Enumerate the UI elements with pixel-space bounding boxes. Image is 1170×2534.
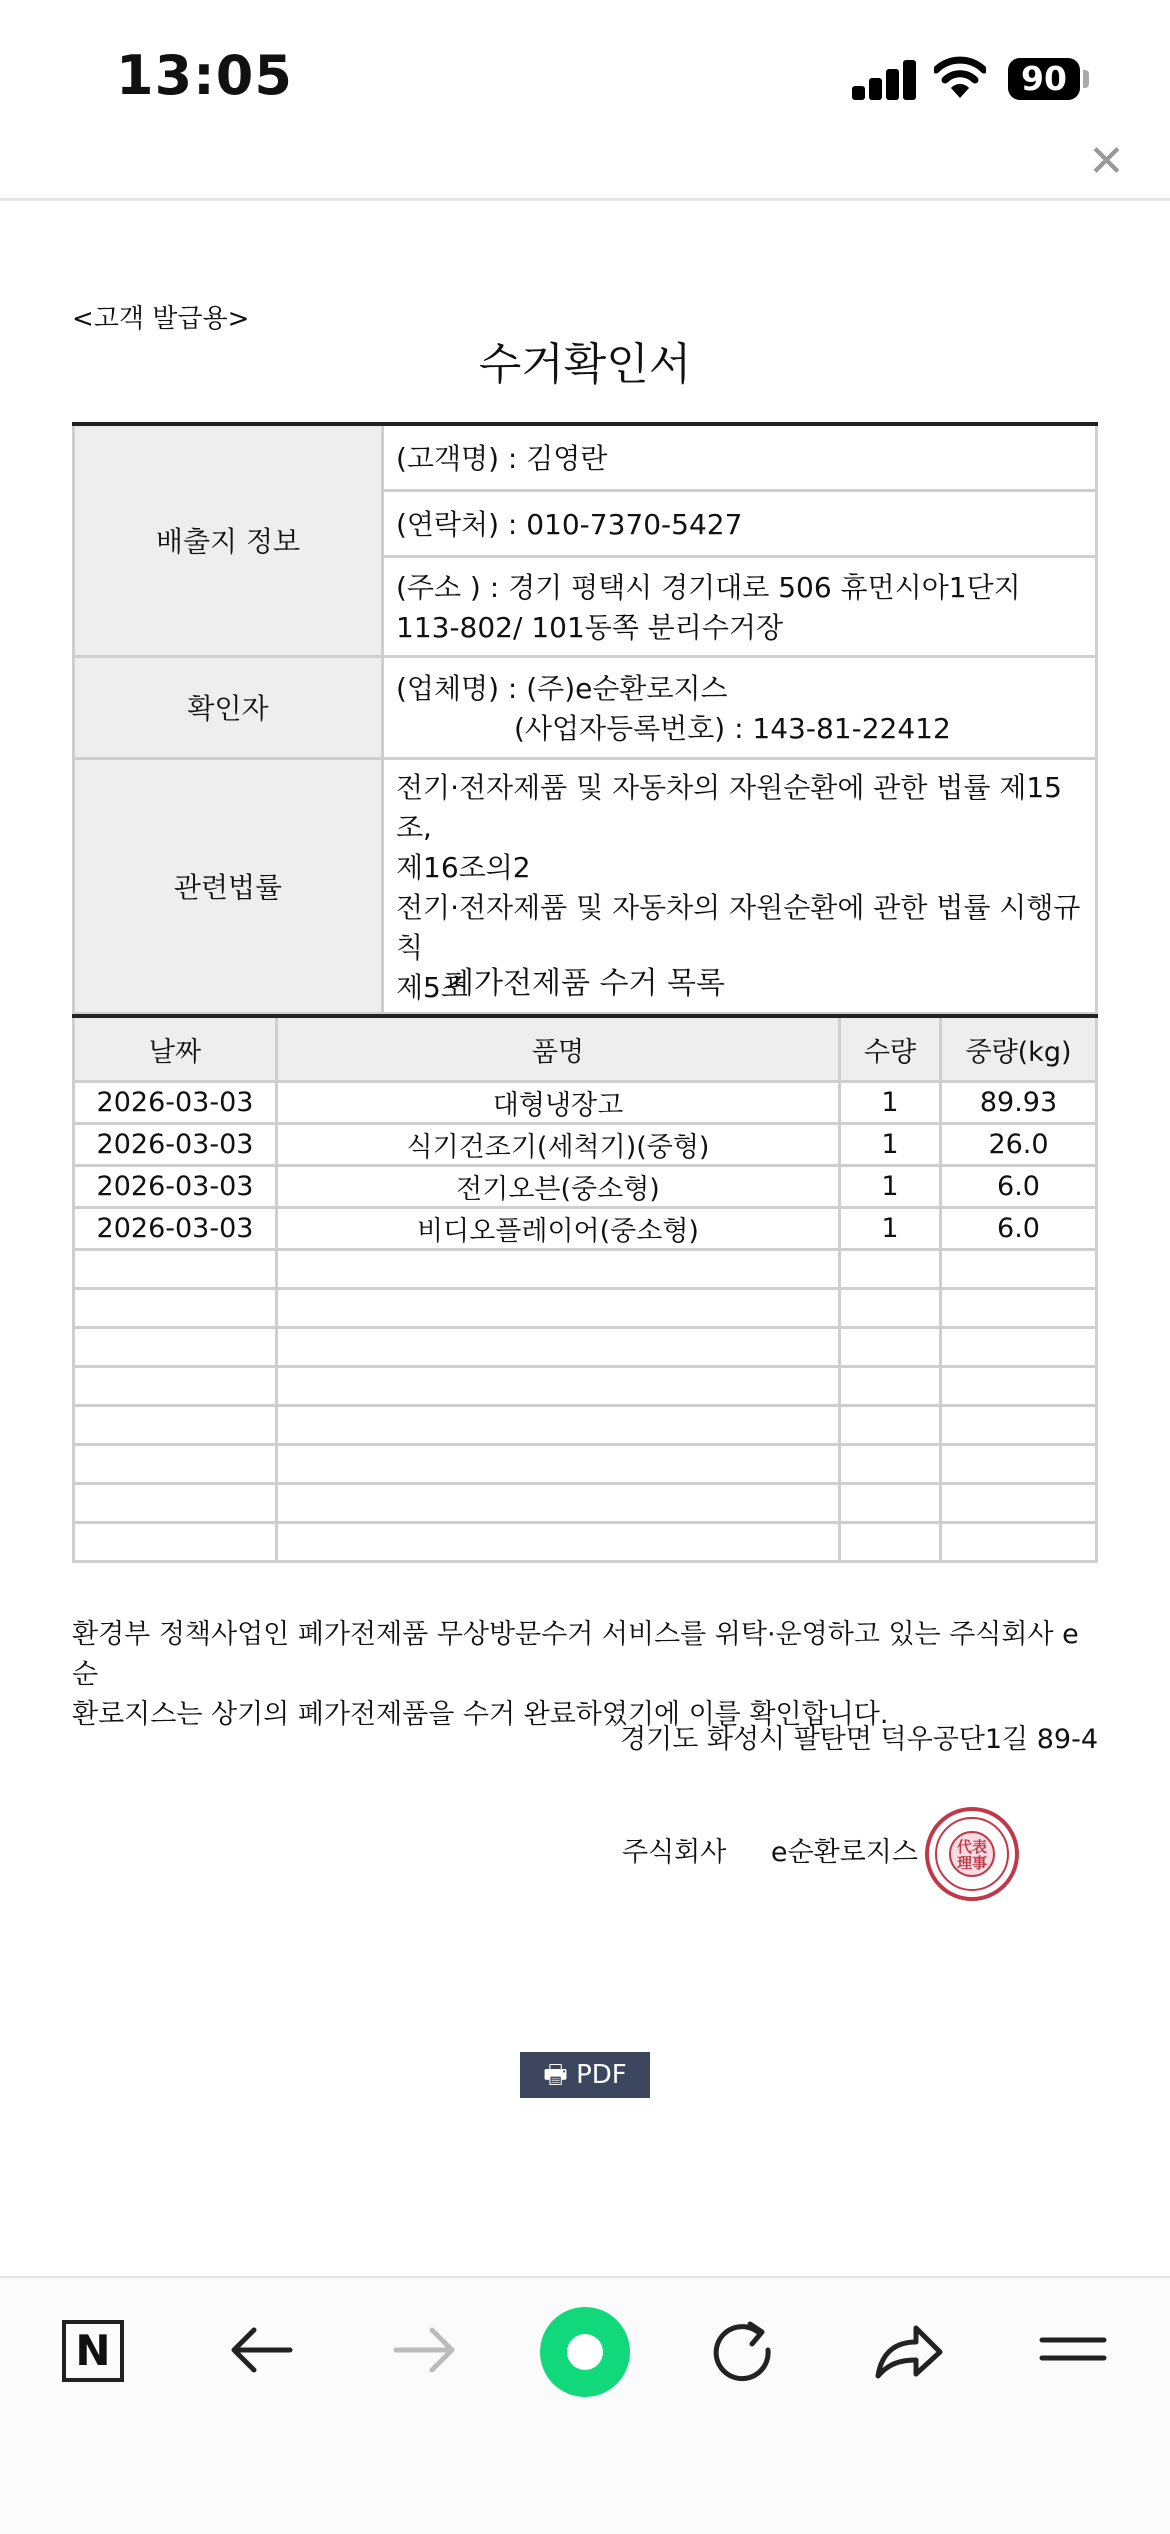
cell-weight: 6.0	[941, 1166, 1097, 1208]
company-seal-icon	[924, 1806, 1020, 1902]
statement-line-1: 환경부 정책사업인 폐가전제품 무상방문수거 서비스를 위탁·운영하고 있는 주식회사 e순	[72, 1619, 1079, 1690]
law-header: 관련법률	[74, 758, 383, 1013]
empty-row	[74, 1484, 1097, 1523]
table-row	[74, 1166, 1097, 1208]
law-line-2: 제16조의2	[396, 850, 531, 884]
empty-row	[74, 1406, 1097, 1445]
table-row	[74, 1082, 1097, 1124]
empty-row	[74, 1445, 1097, 1484]
col-item: 품명	[277, 1016, 840, 1082]
table-row	[74, 1208, 1097, 1250]
svg-text:代表: 代表	[956, 1838, 988, 1856]
table-row	[74, 1124, 1097, 1166]
svg-text:理事: 理事	[956, 1854, 988, 1872]
close-icon[interactable]: ✕	[1088, 136, 1125, 187]
cell-weight: 89.93	[941, 1082, 1097, 1124]
company-cell	[383, 656, 1097, 758]
law-line-4: 제5조	[396, 970, 468, 1004]
cell-date: 2026-03-03	[74, 1166, 277, 1208]
address-line-2: 113-802/ 101동쪽 분리수거장	[396, 611, 784, 644]
forward-arrow-icon[interactable]	[390, 2320, 460, 2380]
empty-row	[74, 1289, 1097, 1328]
company-name: e순환로지스	[770, 1837, 918, 1868]
cell-date: 2026-03-03	[74, 1082, 277, 1124]
discharge-header: 배출지 정보	[74, 424, 383, 656]
statement-line-2: 환로지스는 상기의 폐가전제품을 수거 완료하였기에 이를 확인합니다.	[72, 1699, 889, 1730]
list-title: 폐가전제품 수거 목록	[445, 966, 725, 1001]
confirmer-header: 확인자	[74, 656, 383, 758]
address-line-1: (주소 ) : 경기 평택시 경기대로 506 휴먼시아1단지	[396, 571, 1021, 604]
cell-qty: 1	[840, 1124, 941, 1166]
business-no-line: (사업자등록번호) : 143-81-22412	[514, 712, 951, 745]
page-title: 수거확인서	[478, 339, 692, 390]
customer-cell: (고객명) : 김영란	[383, 424, 1097, 490]
empty-row	[74, 1367, 1097, 1406]
company-line: (업체명) : (주)e순환로지스	[396, 672, 728, 705]
pdf-label: PDF	[576, 2060, 627, 2090]
status-bar	[0, 0, 1170, 150]
print-icon: 🖶	[543, 2060, 568, 2090]
cell-qty: 1	[840, 1208, 941, 1250]
cell-weight: 26.0	[941, 1124, 1097, 1166]
cell-qty: 1	[840, 1082, 941, 1124]
company-address: 경기도 화성시 팔탄면 덕우공단1길 89-4	[620, 1724, 1098, 1755]
cell-item: 전기오븐(중소형)	[277, 1166, 840, 1208]
col-qty: 수량	[840, 1016, 941, 1082]
battery-tip	[1083, 70, 1089, 88]
law-line-1: 전기·전자제품 및 자동차의 자원순환에 관한 법률 제15조,	[396, 770, 1062, 844]
address-cell	[383, 556, 1097, 656]
cell-date: 2026-03-03	[74, 1208, 277, 1250]
empty-row	[74, 1523, 1097, 1562]
cell-weight: 6.0	[941, 1208, 1097, 1250]
contact-cell: (연락처) : 010-7370-5427	[383, 490, 1097, 556]
share-icon[interactable]	[872, 2320, 944, 2386]
issue-label: <고객 발급용>	[72, 304, 250, 334]
cell-qty: 1	[840, 1166, 941, 1208]
company-prefix: 주식회사	[622, 1837, 727, 1868]
company-signature	[622, 1830, 918, 1869]
menu-icon[interactable]	[1038, 2320, 1108, 2380]
law-line-3: 전기·전자제품 및 자동차의 자원순환에 관한 법률 시행규칙	[396, 890, 1081, 964]
empty-row	[74, 1250, 1097, 1289]
header-divider	[0, 198, 1170, 201]
status-time: 13:05	[116, 44, 293, 107]
cell-item: 식기건조기(세척기)(중형)	[277, 1124, 840, 1166]
cell-date: 2026-03-03	[74, 1124, 277, 1166]
green-home-icon[interactable]	[540, 2307, 630, 2397]
cell-item: 비디오플레이어(중소형)	[277, 1208, 840, 1250]
cell-item: 대형냉장고	[277, 1082, 840, 1124]
col-weight: 중량(kg)	[941, 1016, 1097, 1082]
empty-row	[74, 1328, 1097, 1367]
back-arrow-icon[interactable]	[226, 2320, 296, 2380]
wifi-icon	[934, 54, 986, 100]
collection-table	[72, 1014, 1098, 1563]
signal-icon	[852, 60, 918, 100]
pdf-button[interactable]	[520, 2052, 650, 2098]
reload-icon[interactable]	[710, 2320, 780, 2390]
battery-icon: 90	[1008, 58, 1080, 100]
info-table	[72, 422, 1098, 1015]
col-date: 날짜	[74, 1016, 277, 1082]
naver-n-icon[interactable]: N	[62, 2320, 124, 2382]
